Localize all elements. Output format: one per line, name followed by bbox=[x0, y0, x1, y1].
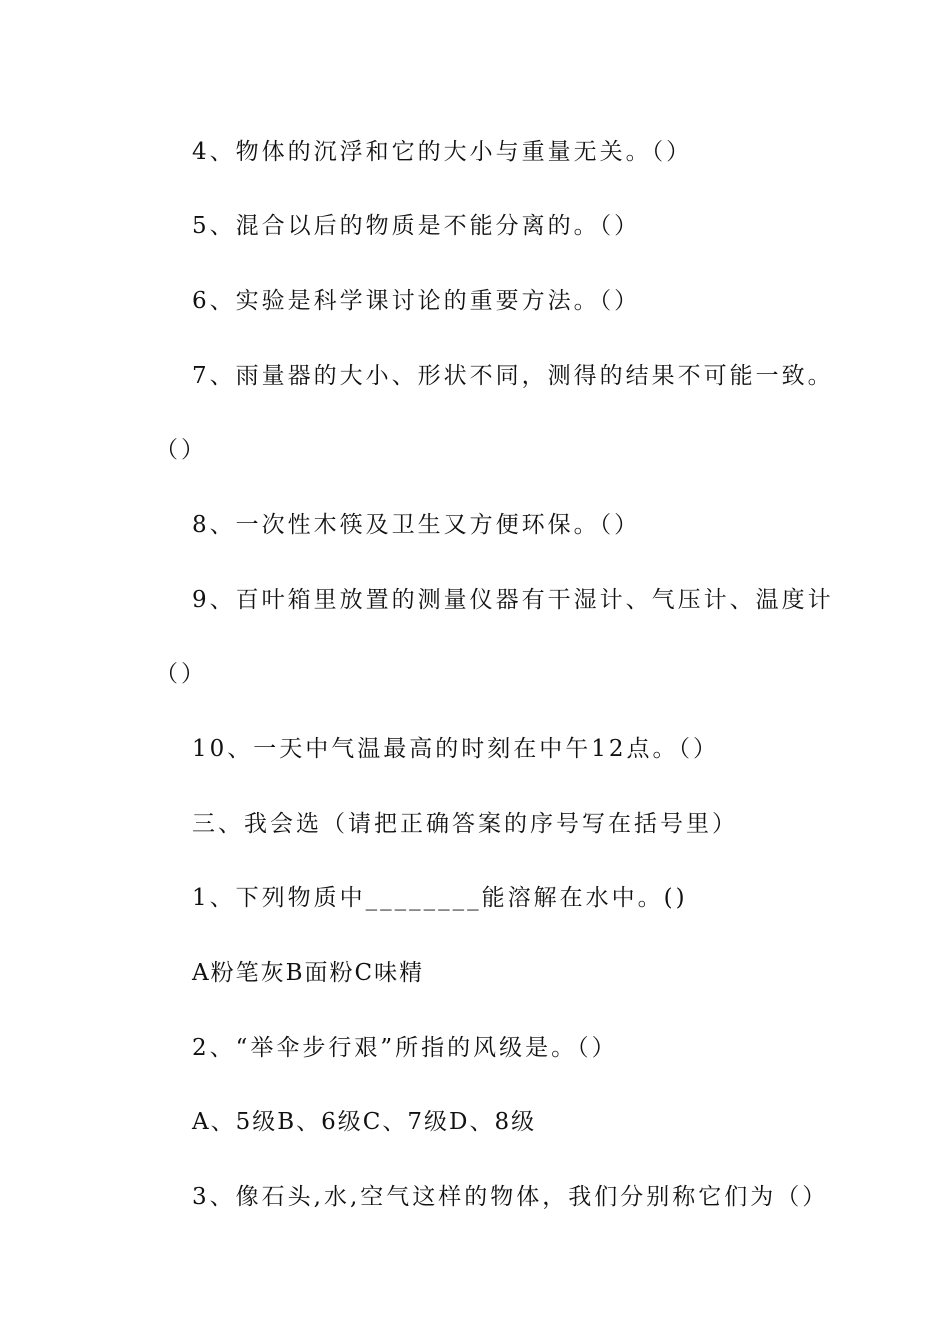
choice-question-2-options: A、5级B、6级C、7级D、8级 bbox=[192, 1109, 537, 1135]
choice-question-1-options: A粉笔灰B面粉C味精 bbox=[192, 960, 425, 986]
question-10: 10、一天中气温最高的时刻在中午12点。（） bbox=[192, 736, 720, 762]
question-8: 8、一次性木筷及卫生又方便环保。（） bbox=[192, 512, 641, 538]
question-9-answer-bracket: （） bbox=[155, 661, 207, 687]
question-7-answer-bracket: （） bbox=[155, 437, 207, 463]
section-3-heading: 三、我会选（请把正确答案的序号写在括号里） bbox=[192, 811, 738, 837]
question-4: 4、物体的沉浮和它的大小与重量无关。（） bbox=[192, 139, 693, 165]
question-6: 6、实验是科学课讨论的重要方法。（） bbox=[192, 288, 641, 314]
choice-question-2: 2、“举伞步行艰”所指的风级是。（） bbox=[192, 1035, 618, 1061]
question-5: 5、混合以后的物质是不能分离的。（） bbox=[192, 213, 641, 239]
question-7: 7、雨量器的大小、形状不同，测得的结果不可能一致。 bbox=[192, 363, 834, 389]
question-9: 9、百叶箱里放置的测量仪器有干湿计、气压计、温度计 bbox=[192, 587, 834, 613]
choice-question-3: 3、像石头,水,空气这样的物体，我们分别称它们为（） bbox=[192, 1184, 829, 1210]
choice-question-1: 1、下列物质中________能溶解在水中。() bbox=[192, 885, 688, 911]
